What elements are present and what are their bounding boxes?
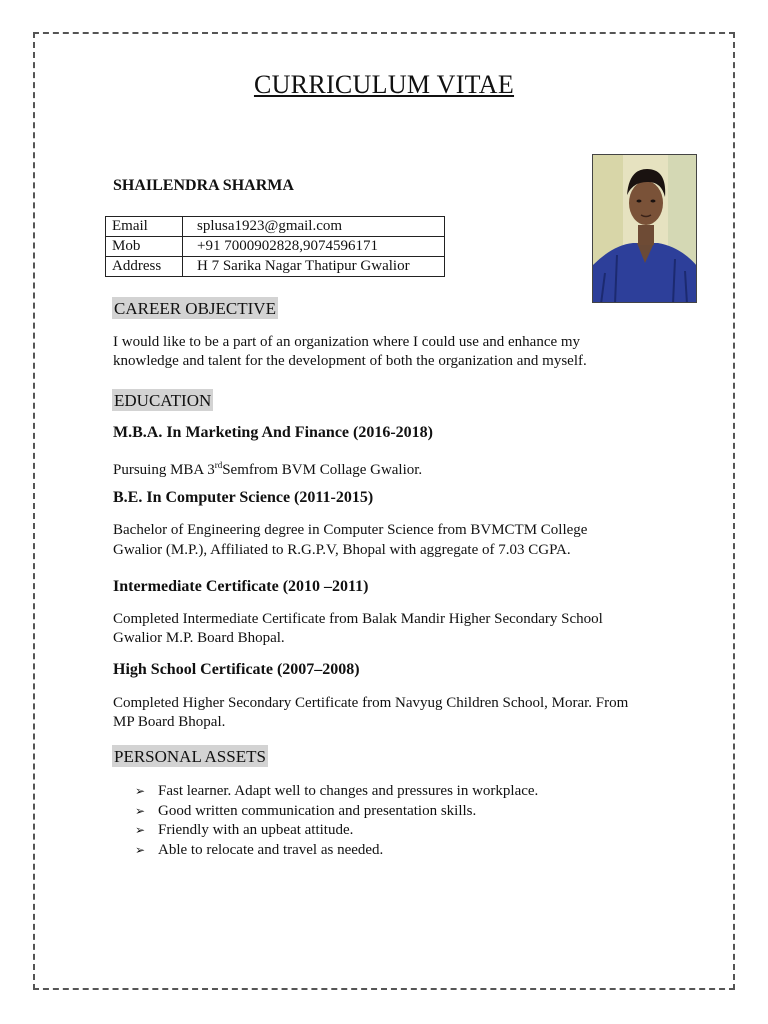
mobile-value: +91 7000902828,9074596171 [183,237,445,257]
mba-detail-sup: rd [214,460,223,470]
education-high-line: MP Board Bhopal. [113,714,226,730]
education-inter-title: Intermediate Certificate (2010 –2011) [113,578,369,595]
contact-label: Email [106,217,183,237]
address-value: H 7 Sarika Nagar Thatipur Gwalior [183,257,445,277]
career-objective-line: I would like to be a part of an organization where I could use and enhance my [113,334,581,350]
assets-list [135,782,538,860]
contact-table [105,216,445,277]
asset-text: Friendly with an upbeat attitude. [158,822,354,838]
education-be-title: B.E. In Computer Science (2011-2015) [113,489,374,506]
email-value: splusa1923@gmail.com [183,217,445,237]
asset-text: Fast learner. Adapt well to changes and pressures in workplace. [158,783,539,799]
list-item [135,821,538,841]
education-mba-title: M.B.A. In Marketing And Finance (2016-2018) [113,424,433,441]
asset-text: Able to relocate and travel as needed. [158,841,384,858]
contact-row-mobile [106,237,445,257]
contact-label: Mob [106,237,183,257]
mba-detail-pre: Pursuing MBA 3 [113,462,215,478]
education-inter-line: Gwalior M.P. Board Bhopal. [113,630,285,646]
education-be-line: Bachelor of Engineering degree in Computer Science from BVMCTM College [113,522,588,538]
contact-label: Address [106,257,183,277]
profile-photo [592,154,697,303]
arrow-bullet-icon: ➢ [135,803,146,818]
section-heading-career: CAREER OBJECTIVE [114,299,276,318]
career-objective-line: knowledge and talent for the development of both the organization and myself. [113,353,587,369]
asset-text: Good written communication and presentation skills. [158,802,477,819]
education-high-line: Completed Higher Secondary Certificate from Navyug Children School, Morar. From [113,695,629,711]
arrow-bullet-icon: ➢ [135,823,146,837]
document-title: CURRICULUM VITAE [253,70,515,99]
list-item [135,782,538,802]
contact-row-email [106,217,445,237]
arrow-bullet-icon: ➢ [135,842,146,857]
arrow-bullet-icon: ➢ [135,784,146,798]
list-item [135,841,538,861]
mba-detail-post: Semfrom BVM Collage Gwalior. [222,462,423,478]
contact-row-address [106,257,445,277]
list-item [135,802,538,822]
education-mba-detail [113,455,693,480]
education-inter-line: Completed Intermediate Certificate from Balak Mandir Higher Secondary School [113,611,603,627]
candidate-name: SHAILENDRA SHARMA [113,177,294,194]
education-high-title: High School Certificate (2007–2008) [113,661,360,678]
section-heading-education: EDUCATION [114,391,212,410]
education-be-line: Gwalior (M.P.), Affiliated to R.G.P.V, Bhopal with aggregate of 7.03 CGPA. [113,542,571,558]
section-heading-assets: PERSONAL ASSETS [114,747,266,766]
